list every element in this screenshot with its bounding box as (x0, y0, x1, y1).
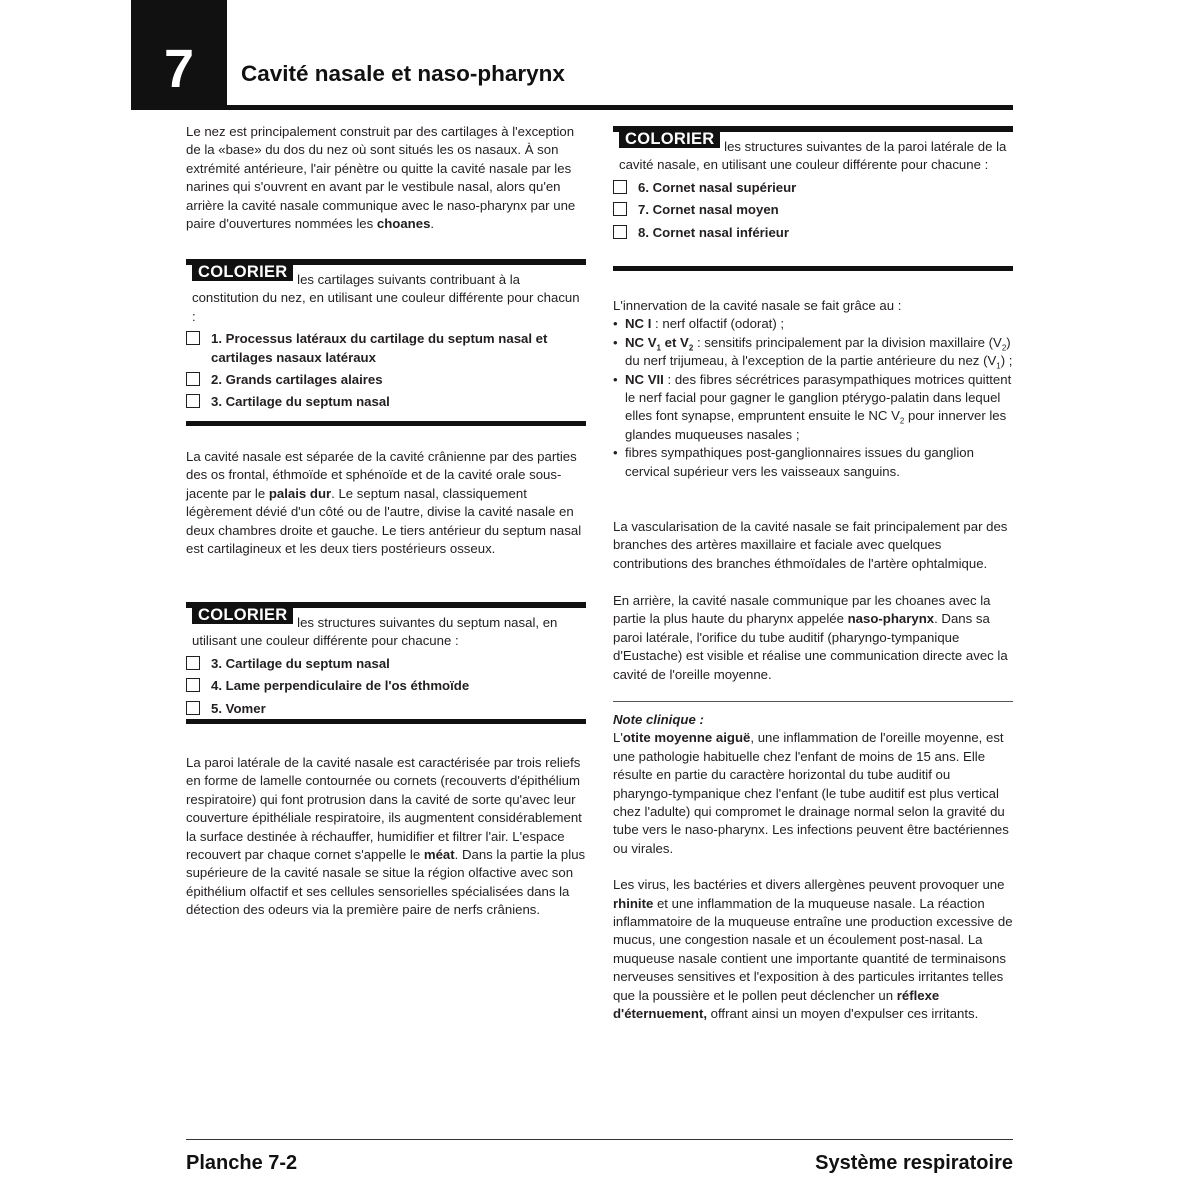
checklist-item[interactable]: 7. Cornet nasal moyen (613, 201, 1013, 219)
checkbox[interactable] (186, 331, 200, 345)
list-item: • fibres sympathiques post-ganglionnaires issues du ganglion cervical supérieur vers les vaisseaux sanguins. (613, 444, 1013, 481)
coloring-box-septum: COLORIER les structures suivantes du septum nasal, en utilisant une couleur différente pour chacune : 3. Cartilage du septum nasal 4. Lame perpendiculaire de l'os éthmoïde 5. Vomer (186, 602, 586, 724)
list-item: • NC I : nerf olfactif (odorat) ; (613, 315, 1013, 333)
checkbox[interactable] (186, 394, 200, 408)
checklist-item[interactable]: 4. Lame perpendiculaire de l'os éthmoïde (186, 677, 586, 695)
coloring-box-conchae: COLORIER les structures suivantes de la paroi latérale de la cavité nasale, en utilisant une couleur différente pour chacune : 6. Cornet nasal supérieur 7. Cornet nasal moyen 8. Cornet nasal inférieur (613, 126, 1013, 271)
checkbox[interactable] (613, 202, 627, 216)
list-item: • NC VII : des fibres sécrétrices parasympathiques motrices quittent le nerf facial pour gagner le ganglion ptérygo-palatin dans lequel elles font synapse, empruntent ensuite le NC $V_2$ pour innerver les glandes muqueuses nasales ; (613, 371, 1013, 445)
paragraph-cavity-separation: La cavité nasale est séparée de la cavité crânienne par des parties des os frontal, éthmoïde et sphénoïde et de la cavité orale sous-jacente par le palais dur. Le septum nasal, classiquement légèrement dévié d'un côté ou de l'autre, divise la cavité nasale en deux chambres droite et gauche. Le tiers antérieur du septum nasal est cartilagineux et les deux tiers postérieurs osseux. (186, 449, 582, 557)
clinical-note: Note clinique : L'otite moyenne aiguë, une inflammation de l'oreille moyenne, est une pathologie habituelle chez l'enfant de moins de 15 ans. Elle résulte en partie du caractère horizontal du tube auditif ou pharyngo-tympanique chez l'enfant (le tube auditif est plus vertical chez l'adulte) qui compromet le drainage normal selon la gravité du tube vers le naso-pharynx. Les infections peuvent être bactériennes ou virales. Les virus, les bactéries et divers allergènes peuvent provoquer une rhinite et une inflammation de la muqueuse nasale. La réaction inflammatoire de la muqueuse entraîne une production excessive de mucus, une congestion nasale et un écoulement post-nasal. La muqueuse nasale contient une importante quantité de terminaisons nerveuses sensitives et l'exposition à des particules irritantes telles que la poussière et le pollen peut déclencher un réflexe d'éternuement, offrant ainsi un moyen d'expulser ces irritants. (613, 712, 1013, 1022)
checklist-item[interactable]: 6. Cornet nasal supérieur (613, 179, 1013, 197)
chapter-number-block (131, 0, 227, 110)
clinical-note-title: Note clinique : (613, 712, 704, 727)
title-rule (227, 105, 1013, 110)
footer-section-label: Système respiratoire (815, 1152, 1013, 1174)
checkbox[interactable] (186, 372, 200, 386)
innervation-list (613, 315, 1013, 481)
checklist-item[interactable]: 8. Cornet nasal inférieur (613, 224, 1013, 242)
checkbox[interactable] (186, 656, 200, 670)
coloring-box-cartilages: COLORIER les cartilages suivants contribuant à la constitution du nez, en utilisant une couleur différente pour chacun : 1. Processus latéraux du cartilage du septum nasal et cartilages nasaux latéraux 2. Grands cartilages alaires 3. Cartilage du septum nasal (186, 259, 586, 426)
paragraph-lateral-wall: La paroi latérale de la cavité nasale est caractérisée par trois reliefs en forme de lamelle contournée ou cornets (recouverts d'épithélium respiratoire) qui font protrusion dans la cavité de sorte qu'avec leur couverture épithéliale respiratoire, ils augmentent considérablement la surface destinée à réchauffer, humidifier et filtrer l'air. L'espace recouvert par chaque cornet s'appelle le méat. Dans la partie la plus supérieure de la cavité nasale se situe la région olfactive avec son épithélium olfactif et ses cellules sensorielles spécialisées dans la détection des odeurs via la première paire de nerfs crâniens. (186, 755, 586, 918)
checklist-item[interactable]: 2. Grands cartilages alaires (186, 371, 586, 389)
checkbox[interactable] (613, 180, 627, 194)
checkbox[interactable] (613, 225, 627, 239)
colorier-tag: COLORIER (619, 131, 720, 148)
checklist-item[interactable]: 1. Processus latéraux du cartilage du septum nasal et cartilages nasaux latéraux (186, 330, 586, 367)
divider (613, 701, 1013, 702)
checklist-item[interactable]: 3. Cartilage du septum nasal (186, 655, 586, 673)
footer-plate-label: Planche 7-2 (186, 1152, 298, 1174)
vascularisation-paragraph: La vascularisation de la cavité nasale se fait principalement par des branches des artères maxillaire et faciale avec quelques contributions des branches éthmoïdales de l'artère ophtalmique. (613, 519, 1008, 571)
chapter-number: 7 (163, 39, 195, 99)
innervation-section: L'innervation de la cavité nasale se fait grâce au : • NC I : nerf olfactif (odorat) ; • NC $V_1$ et $V_2$ : sensitifs principalement par la division maxillaire $(V_2)$ du nerf trijumeau, à l'exception de la partie antérieure du nez $(V_1)$ ; • NC VII : des fibres sécrétrices parasympathiques motrices quittent le nerf facial pour gagner le ganglion ptérygo-palatin dans lequel elles font synapse, empruntent ensuite le NC $V_2$ pour innerver les glandes muqueuses nasales ; • fibres sympathiques post-ganglionnaires issues du ganglion cervical supérieur vers les vaisseaux sanguins. (613, 297, 1013, 481)
footer-rule (186, 1139, 1013, 1140)
nasopharynx-paragraph: En arrière, la cavité nasale communique par les choanes avec la partie la plus haute du pharynx appelée naso-pharynx. Dans sa paroi latérale, l'orifice du tube auditif (pharyngo-tympanique d'Eustache) est visible et réalise une communication directe avec la cavité de l'oreille moyenne. (613, 593, 1008, 682)
colorier-tag: COLORIER (192, 264, 293, 281)
intro-paragraph: Le nez est principalement construit par des cartilages à l'exception de la «base» du dos du nez où sont situés les os nasaux. À son extrémité antérieure, l'air pénètre ou quitte la cavité nasale par les narines qui s'ouvrent en avant par le vestibule nasal, alors qu'en arrière la cavité nasale communique avec le naso-pharynx par une paire d'ouvertures nommées les choanes. (186, 124, 576, 232)
list-item: • NC $V_1$ et $V_2$ : sensitifs principalement par la division maxillaire $(V_2)$ du nerf trijumeau, à l'exception de la partie antérieure du nez $(V_1)$ ; (613, 334, 1013, 371)
checklist-item[interactable]: 3. Cartilage du septum nasal (186, 393, 586, 411)
colorier-tag: COLORIER (192, 607, 293, 624)
checklist-item[interactable]: 5. Vomer (186, 700, 586, 718)
checkbox[interactable] (186, 701, 200, 715)
page-title: Cavité nasale et naso-pharynx (241, 61, 565, 86)
checkbox[interactable] (186, 678, 200, 692)
